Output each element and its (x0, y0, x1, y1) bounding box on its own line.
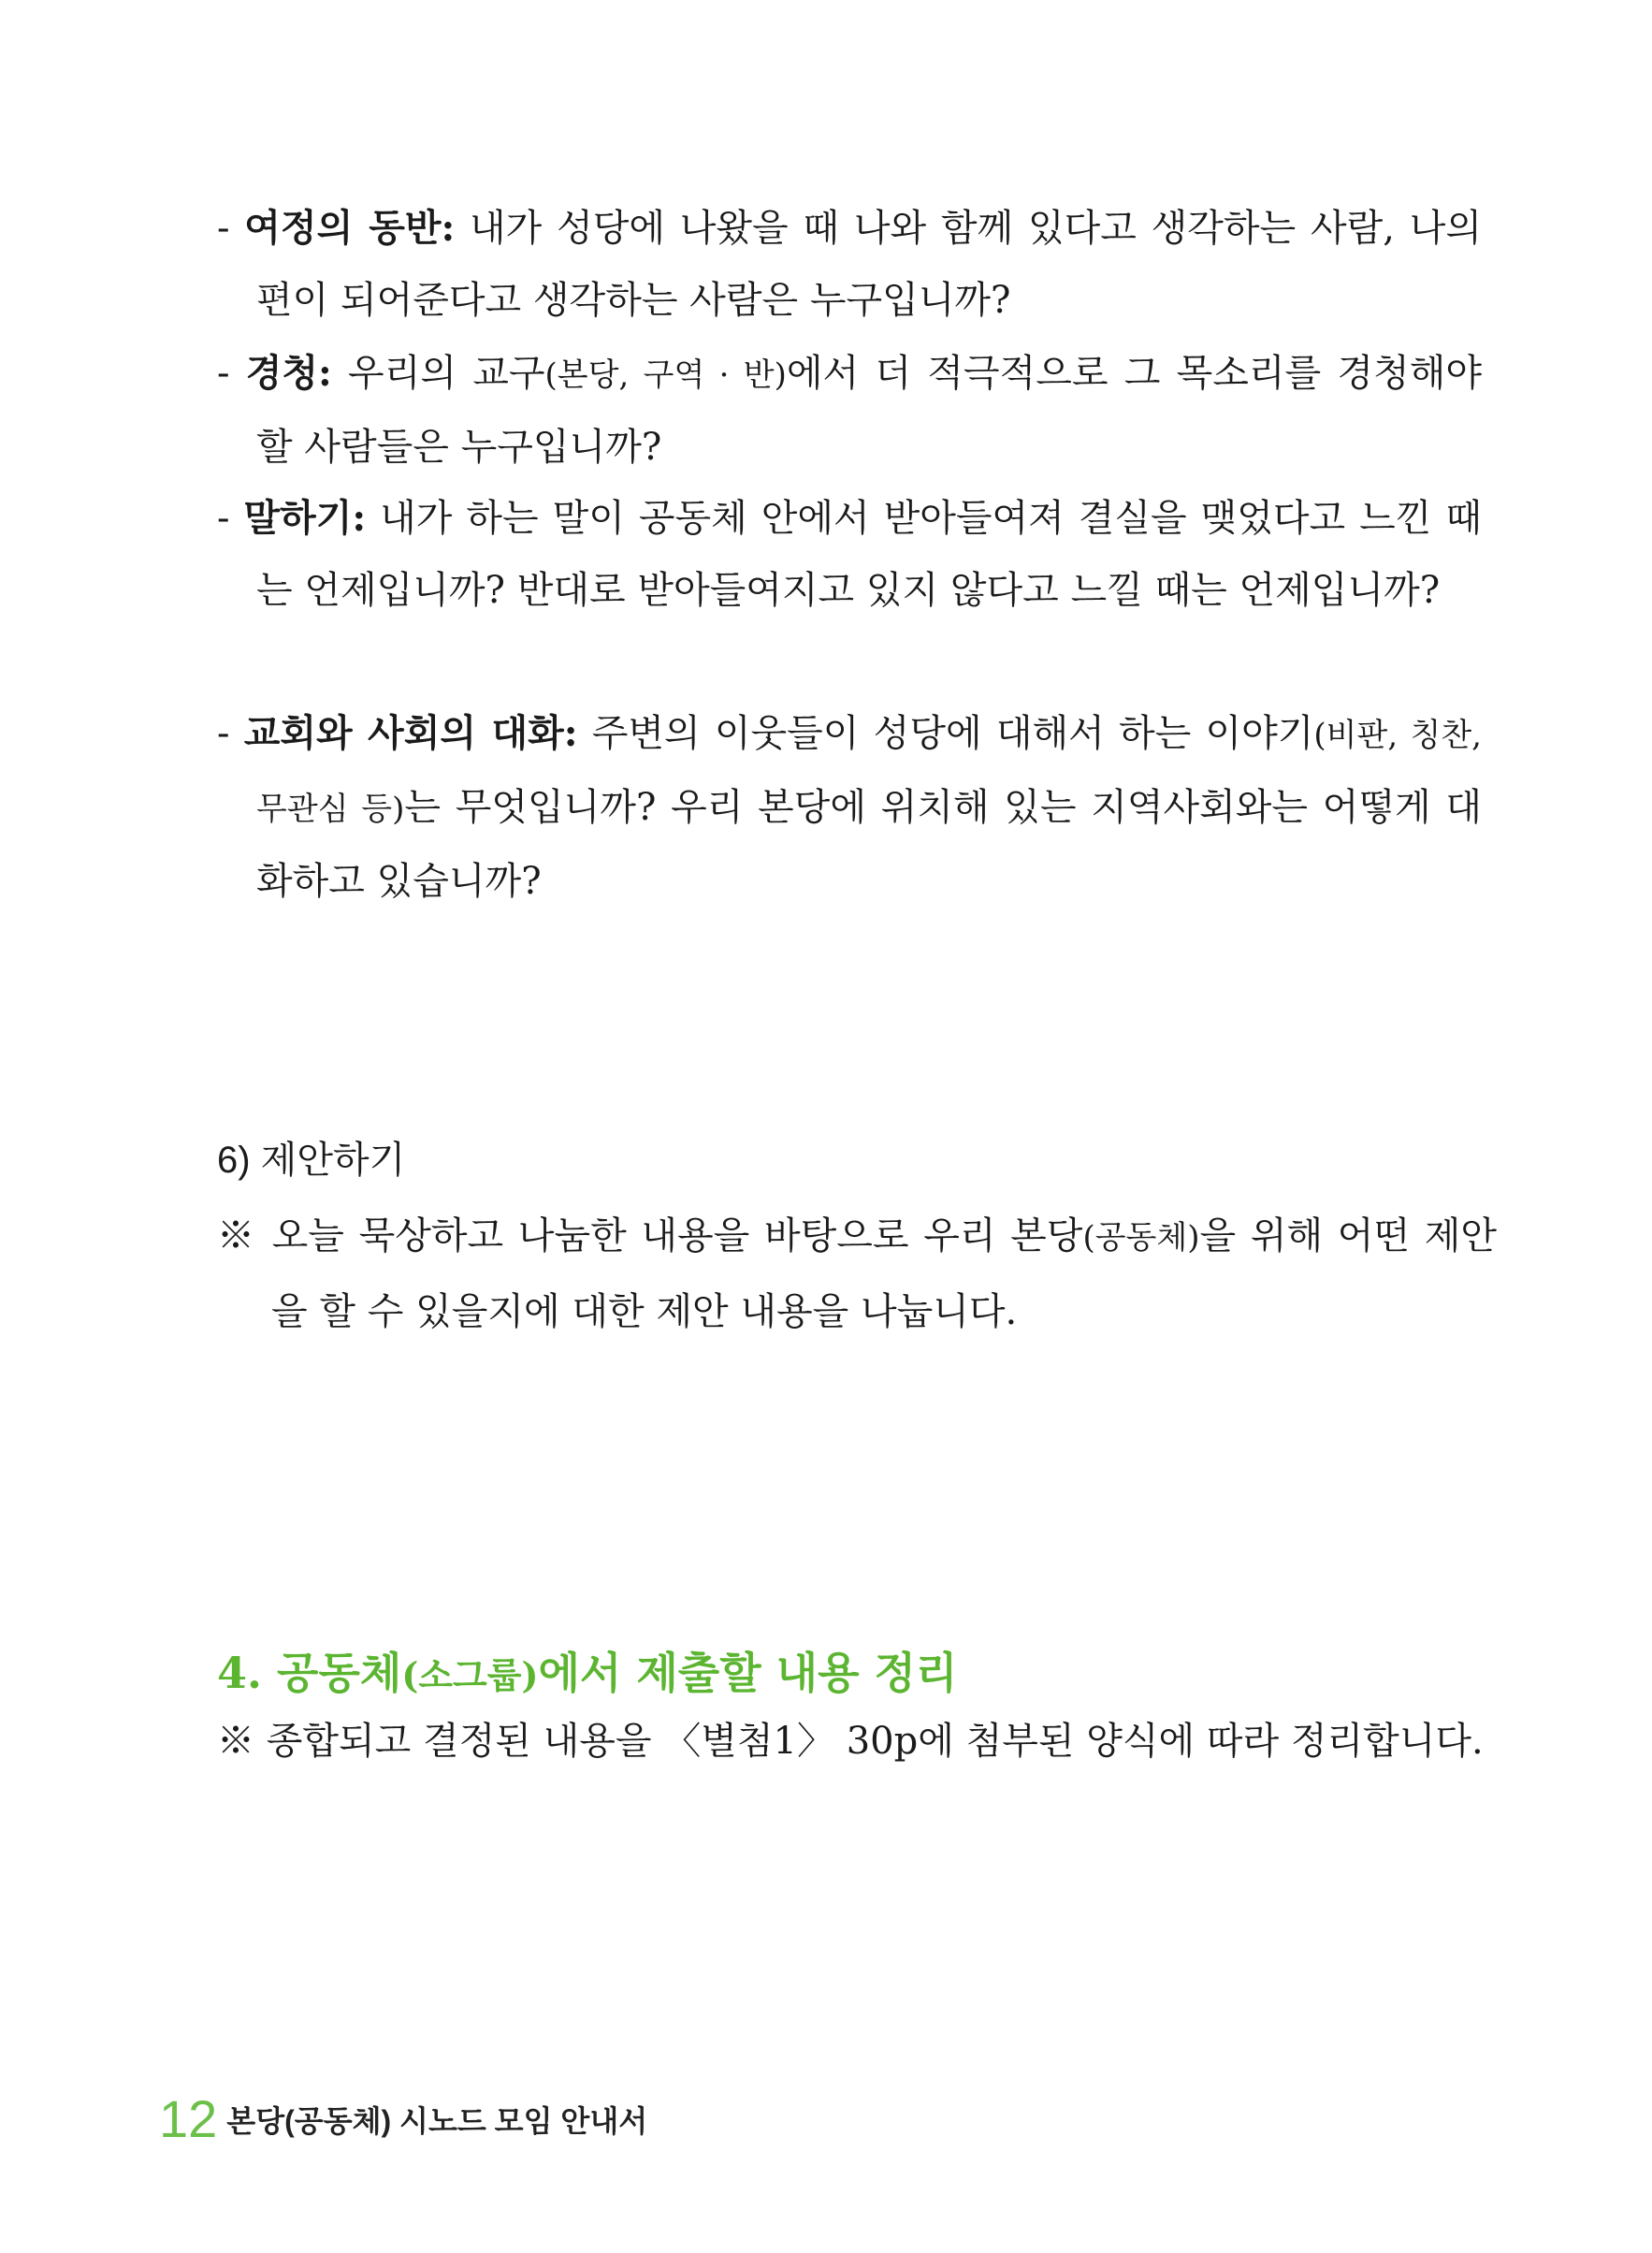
item-term: 말하기: (243, 496, 367, 540)
item-dash: - (217, 497, 244, 540)
heading-paren: (소그룹) (401, 1654, 539, 1696)
item-text: 에서 더 적극적으로 그 목소리를 경청해야 할 사람들은 누구입니까? (256, 352, 1482, 469)
item-term: 교회와 사회의 대화: (243, 711, 578, 755)
note-text: 을 위해 어떤 제안을 할 수 있을지에 대한 제안 내용을 나눕니다. (271, 1214, 1498, 1333)
note-mark: ※ (217, 1720, 267, 1763)
section-heading-proposal: 6) 제안하기 (217, 1140, 406, 1181)
summary-note (217, 1705, 1497, 1779)
list-item-listening (217, 337, 1482, 484)
list-item-journey (217, 192, 1482, 337)
item-term: 여정의 동반: (244, 206, 456, 250)
item-dash: - (217, 712, 244, 755)
item-dash: - (217, 352, 246, 395)
note-paren: (공동체) (1082, 1219, 1200, 1257)
section-heading-summary (217, 1639, 957, 1701)
heading-text: 4. 공동체 (217, 1648, 402, 1698)
item-paren: (본당, 구역 · 반) (544, 356, 787, 394)
note-mark: ※ (217, 1214, 272, 1257)
footer-title: 본당(공동체) 시노드 모임 안내서 (226, 2103, 648, 2138)
proposal-note (217, 1199, 1497, 1349)
item-text: 내가 하는 말이 공동체 안에서 받아들여져 결실을 맺었다고 느낀 때는 언제입니까? 반대로 받아들여지고 있지 않다고 느낄 때는 언제입니까? (256, 497, 1483, 612)
list-item-speaking (217, 482, 1482, 627)
note-text: 오늘 묵상하고 나눔한 내용을 바탕으로 우리 본당 (271, 1214, 1083, 1257)
page-number: 12 (159, 2089, 218, 2148)
page-footer (159, 2088, 647, 2149)
item-text: 주변의 이웃들이 성당에 대해서 하는 이야기 (577, 712, 1314, 755)
item-text: 우리의 교구 (331, 352, 545, 395)
list-item-dialogue (217, 697, 1482, 918)
heading-text: 에서 제출할 내용 정리 (538, 1648, 958, 1698)
item-text: 는 무엇입니까? 우리 본당에 위치해 있는 지역사회와는 어떻게 대화하고 있습니까? (256, 786, 1482, 903)
item-term: 경청: (245, 351, 332, 395)
item-paren: (비판, 칭찬, 무관심 등) (256, 717, 1482, 828)
item-text: 내가 성당에 나왔을 때 나와 함께 있다고 생각하는 사람, 나의 편이 되어준다고 생각하는 사람은 누구입니까? (256, 207, 1482, 322)
item-dash: - (217, 207, 245, 250)
note-text: 종합되고 결정된 내용을 〈별첨1〉 30p에 첨부된 양식에 따라 정리합니다. (266, 1720, 1484, 1763)
